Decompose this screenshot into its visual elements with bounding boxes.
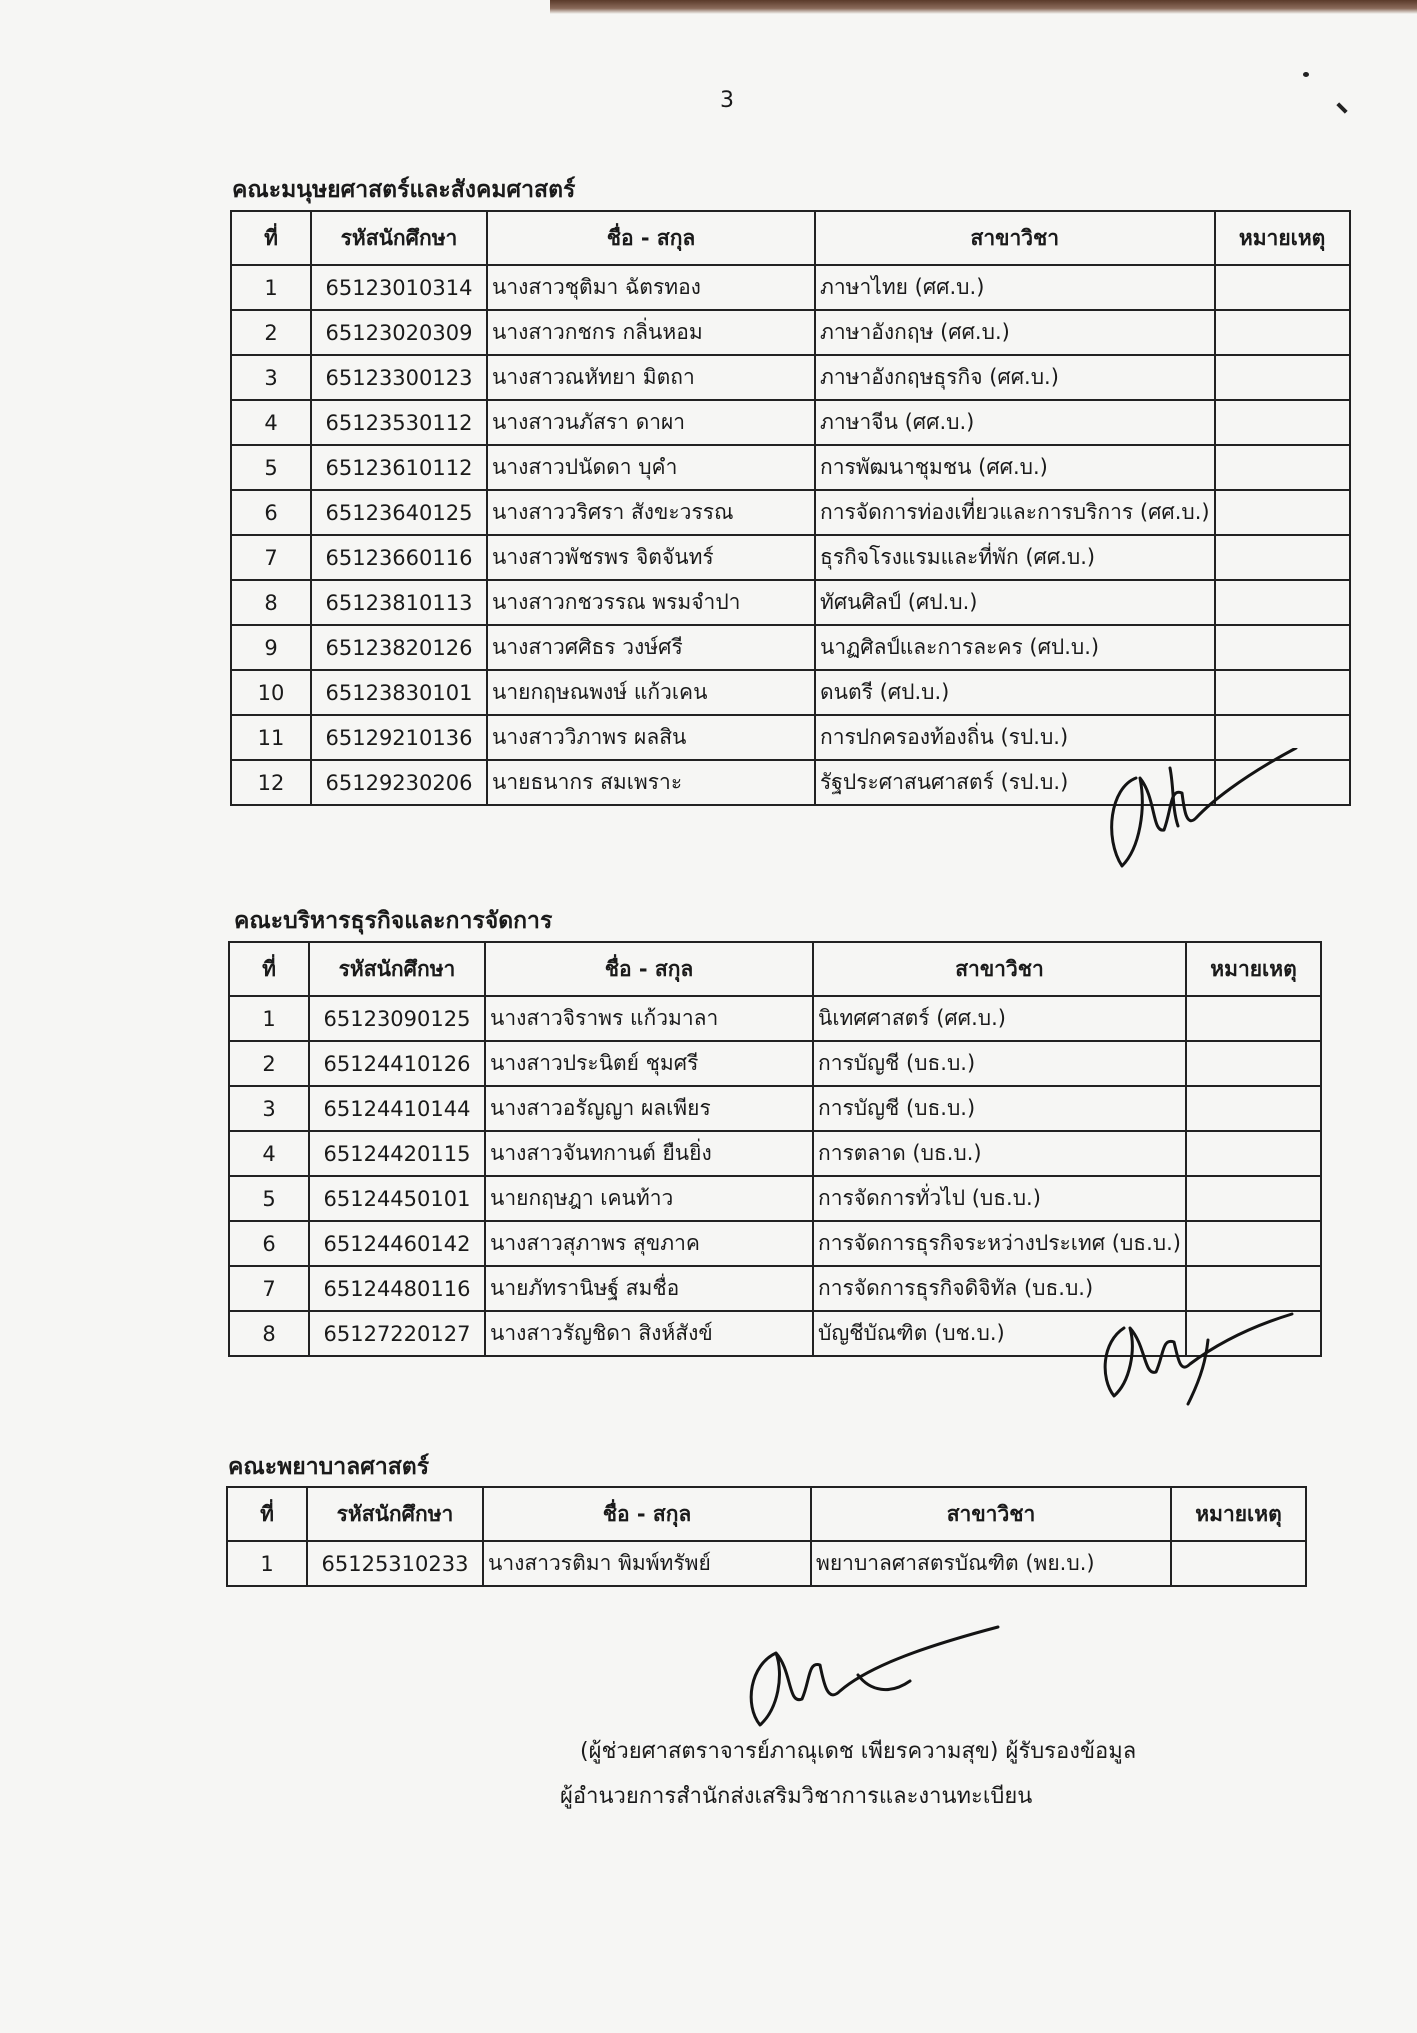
- table-row: [231, 355, 1350, 400]
- table-row: [231, 535, 1350, 580]
- note-cell: [1215, 535, 1350, 580]
- student-name: นางสาววริศรา สังขะวรรณ: [487, 490, 815, 535]
- major: การจัดการท่องเที่ยวและการบริการ (ศศ.บ.): [815, 490, 1215, 535]
- header-name: ชื่อ - สกุล: [485, 942, 813, 996]
- note-cell: [1215, 310, 1350, 355]
- student-id: 65123300123: [311, 355, 487, 400]
- major: การตลาด (บธ.บ.): [813, 1131, 1186, 1176]
- note-cell: [1215, 625, 1350, 670]
- student-name: นางสาวสุภาพร สุขภาค: [485, 1221, 813, 1266]
- student-id: 65123610112: [311, 445, 487, 490]
- note-cell: [1215, 355, 1350, 400]
- major: ดนตรี (ศป.บ.): [815, 670, 1215, 715]
- major: นาฏศิลป์และการละคร (ศป.บ.): [815, 625, 1215, 670]
- row-number: 1: [231, 265, 311, 310]
- header-student-id: รหัสนักศึกษา: [311, 211, 487, 265]
- row-number: 7: [231, 535, 311, 580]
- student-id: 65123830101: [311, 670, 487, 715]
- note-cell: [1215, 445, 1350, 490]
- student-name: นายกฤษณพงษ์ แก้วเคน: [487, 670, 815, 715]
- major: การบัญชี (บธ.บ.): [813, 1086, 1186, 1131]
- major: ภาษาจีน (ศศ.บ.): [815, 400, 1215, 445]
- table-row: [227, 1541, 1306, 1586]
- signer-name-line: (ผู้ช่วยศาสตราจารย์ภาณุเดช เพียรความสุข) ผู้รับรองข้อมูล: [580, 1739, 1137, 1764]
- table-row: [229, 1041, 1321, 1086]
- student-name: นางสาวกชวรรณ พรมจำปา: [487, 580, 815, 625]
- row-number: 11: [231, 715, 311, 760]
- note-cell: [1186, 1131, 1321, 1176]
- row-number: 2: [229, 1041, 309, 1086]
- signature-certifier: [740, 1625, 1000, 1730]
- header-major: สาขาวิชา: [815, 211, 1215, 265]
- major: การจัดการธุรกิจระหว่างประเทศ (บธ.บ.): [813, 1221, 1186, 1266]
- major: ภาษาอังกฤษธุรกิจ (ศศ.บ.): [815, 355, 1215, 400]
- student-name: นางสาวจันทกานต์ ยืนยิ่ง: [485, 1131, 813, 1176]
- header-name: ชื่อ - สกุล: [487, 211, 815, 265]
- table-row: [229, 1266, 1321, 1311]
- header-no: ที่: [229, 942, 309, 996]
- note-cell: [1186, 1266, 1321, 1311]
- student-id: 65124410144: [309, 1086, 485, 1131]
- student-id: 65129210136: [311, 715, 487, 760]
- major: การจัดการทั่วไป (บธ.บ.): [813, 1176, 1186, 1221]
- row-number: 4: [231, 400, 311, 445]
- table-row: [231, 445, 1350, 490]
- header-major: สาขาวิชา: [811, 1487, 1171, 1541]
- table-row: [229, 996, 1321, 1041]
- header-note: หมายเหตุ: [1186, 942, 1321, 996]
- table-row: [231, 490, 1350, 535]
- student-id: 65123010314: [311, 265, 487, 310]
- header-name: ชื่อ - สกุล: [483, 1487, 811, 1541]
- student-name: นางสาวพัชรพร จิตจันทร์: [487, 535, 815, 580]
- student-name: นางสาวรติมา พิมพ์ทรัพย์: [483, 1541, 811, 1586]
- student-name: นางสาวนภัสรา ดาผา: [487, 400, 815, 445]
- major: การปกครองท้องถิ่น (รป.บ.): [815, 715, 1215, 760]
- row-number: 8: [229, 1311, 309, 1356]
- table-row: [229, 1086, 1321, 1131]
- student-name: นายกฤษฎา เคนท้าว: [485, 1176, 813, 1221]
- row-number: 6: [229, 1221, 309, 1266]
- business-table: [228, 941, 1322, 1357]
- major: ธุรกิจโรงแรมและที่พัก (ศศ.บ.): [815, 535, 1215, 580]
- row-number: 4: [229, 1131, 309, 1176]
- student-id: 65124450101: [309, 1176, 485, 1221]
- student-id: 65124480116: [309, 1266, 485, 1311]
- signature-2: [1096, 1306, 1296, 1406]
- table-row: [231, 580, 1350, 625]
- nursing-table: [226, 1486, 1307, 1587]
- table-row: [231, 310, 1350, 355]
- student-id: 65129230206: [311, 760, 487, 805]
- row-number: 7: [229, 1266, 309, 1311]
- student-id: 65123020309: [311, 310, 487, 355]
- student-id: 65123660116: [311, 535, 487, 580]
- header-no: ที่: [227, 1487, 307, 1541]
- header-student-id: รหัสนักศึกษา: [309, 942, 485, 996]
- table-row: [229, 1131, 1321, 1176]
- major: ภาษาอังกฤษ (ศศ.บ.): [815, 310, 1215, 355]
- student-id: 65127220127: [309, 1311, 485, 1356]
- student-id: 65123820126: [311, 625, 487, 670]
- student-id: 65124460142: [309, 1221, 485, 1266]
- page-top-edge: [550, 0, 1417, 14]
- signer-position-line: ผู้อำนวยการสำนักส่งเสริมวิชาการและงานทะเบียน: [560, 1784, 1033, 1809]
- row-number: 8: [231, 580, 311, 625]
- student-name: นางสาวรัญชิดา สิงห์สังข์: [485, 1311, 813, 1356]
- note-cell: [1186, 1221, 1321, 1266]
- row-number: 3: [231, 355, 311, 400]
- student-name: นางสาวประนิตย์ ชุมศรี: [485, 1041, 813, 1086]
- student-name: นางสาววิภาพร ผลสิน: [487, 715, 815, 760]
- note-cell: [1215, 580, 1350, 625]
- student-id: 65124420115: [309, 1131, 485, 1176]
- header-major: สาขาวิชา: [813, 942, 1186, 996]
- row-number: 1: [227, 1541, 307, 1586]
- scan-speck: [1336, 102, 1347, 113]
- major: การบัญชี (บธ.บ.): [813, 1041, 1186, 1086]
- student-name: นางสาวณหัทยา มิตถา: [487, 355, 815, 400]
- table-row: [231, 400, 1350, 445]
- section-title-humanities: คณะมนุษยศาสตร์และสังคมศาสตร์: [232, 177, 576, 203]
- header-note: หมายเหตุ: [1215, 211, 1350, 265]
- row-number: 12: [231, 760, 311, 805]
- table-row: [229, 1221, 1321, 1266]
- note-cell: [1186, 996, 1321, 1041]
- row-number: 5: [229, 1176, 309, 1221]
- row-number: 2: [231, 310, 311, 355]
- student-id: 65123530112: [311, 400, 487, 445]
- student-id: 65123640125: [311, 490, 487, 535]
- major: ทัศนศิลป์ (ศป.บ.): [815, 580, 1215, 625]
- scan-speck: [1303, 72, 1309, 77]
- row-number: 9: [231, 625, 311, 670]
- major: บัญชีบัณฑิต (บช.บ.): [813, 1311, 1186, 1356]
- note-cell: [1215, 670, 1350, 715]
- major: นิเทศศาสตร์ (ศศ.บ.): [813, 996, 1186, 1041]
- header-note: หมายเหตุ: [1171, 1487, 1306, 1541]
- row-number: 6: [231, 490, 311, 535]
- humanities-table: [230, 210, 1351, 806]
- header-student-id: รหัสนักศึกษา: [307, 1487, 483, 1541]
- table-header-row: [231, 211, 1350, 265]
- student-name: นางสาวกชกร กลิ่นหอม: [487, 310, 815, 355]
- student-name: นางสาวชุติมา ฉัตรทอง: [487, 265, 815, 310]
- table-header-row: [227, 1487, 1306, 1541]
- note-cell: [1186, 1041, 1321, 1086]
- table-header-row: [229, 942, 1321, 996]
- note-cell: [1215, 400, 1350, 445]
- major: พยาบาลศาสตรบัณฑิต (พย.บ.): [811, 1541, 1171, 1586]
- note-cell: [1186, 1176, 1321, 1221]
- page-number: 3: [720, 88, 734, 113]
- major: การจัดการธุรกิจดิจิทัล (บธ.บ.): [813, 1266, 1186, 1311]
- row-number: 10: [231, 670, 311, 715]
- student-name: นายภัทรานิษฐ์ สมชื่อ: [485, 1266, 813, 1311]
- note-cell: [1215, 265, 1350, 310]
- section-title-business: คณะบริหารธุรกิจและการจัดการ: [234, 908, 553, 934]
- student-id: 65124410126: [309, 1041, 485, 1086]
- row-number: 5: [231, 445, 311, 490]
- signature-1: [1100, 748, 1300, 878]
- table-row: [231, 670, 1350, 715]
- header-no: ที่: [231, 211, 311, 265]
- major: รัฐประศาสนศาสตร์ (รป.บ.): [815, 760, 1215, 805]
- student-name: นายธนากร สมเพราะ: [487, 760, 815, 805]
- student-id: 65123810113: [311, 580, 487, 625]
- table-row: [231, 625, 1350, 670]
- major: การพัฒนาชุมชน (ศศ.บ.): [815, 445, 1215, 490]
- student-name: นางสาวปนัดดา บุคำ: [487, 445, 815, 490]
- student-name: นางสาวศศิธร วงษ์ศรี: [487, 625, 815, 670]
- note-cell: [1186, 1086, 1321, 1131]
- note-cell: [1171, 1541, 1306, 1586]
- section-title-nursing: คณะพยาบาลศาสตร์: [228, 1454, 430, 1480]
- table-row: [231, 265, 1350, 310]
- student-id: 65123090125: [309, 996, 485, 1041]
- row-number: 3: [229, 1086, 309, 1131]
- row-number: 1: [229, 996, 309, 1041]
- student-id: 65125310233: [307, 1541, 483, 1586]
- major: ภาษาไทย (ศศ.บ.): [815, 265, 1215, 310]
- table-row: [229, 1176, 1321, 1221]
- student-name: นางสาวจิราพร แก้วมาลา: [485, 996, 813, 1041]
- student-name: นางสาวอรัญญา ผลเพียร: [485, 1086, 813, 1131]
- note-cell: [1215, 490, 1350, 535]
